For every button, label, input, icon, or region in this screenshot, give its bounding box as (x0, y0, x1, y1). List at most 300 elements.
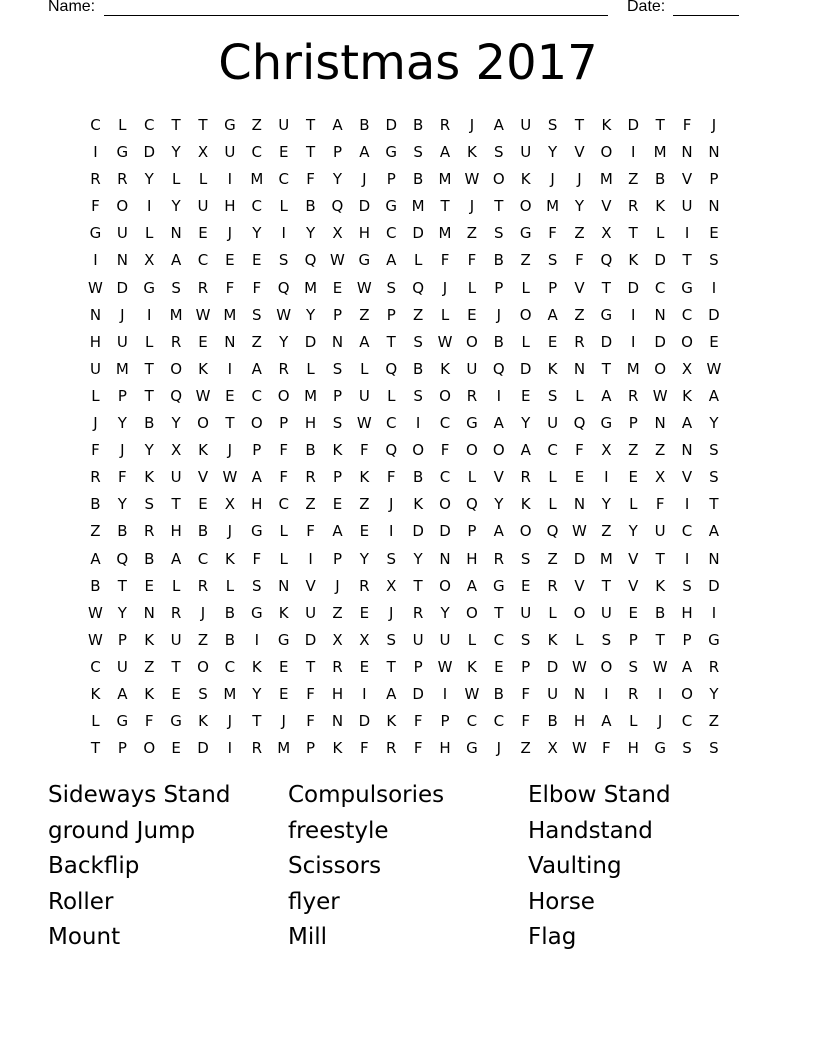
grid-letter[interactable]: S (252, 305, 262, 324)
grid-letter[interactable]: M (599, 549, 613, 568)
grid-letter[interactable]: U (466, 359, 478, 378)
grid-letter[interactable]: J (227, 224, 233, 243)
grid-letter[interactable]: H (573, 712, 586, 731)
grid-letter[interactable]: A (681, 657, 693, 676)
grid-letter[interactable]: A (359, 332, 370, 351)
grid-letter[interactable]: B (412, 116, 424, 134)
grid-letter[interactable]: D (143, 143, 155, 162)
grid-letter[interactable]: L (655, 224, 665, 243)
grid-letter[interactable]: W (464, 170, 480, 189)
grid-letter[interactable]: B (90, 495, 101, 514)
grid-letter[interactable]: A (466, 576, 478, 595)
grid-letter[interactable]: B (197, 522, 209, 541)
grid-letter[interactable]: F (413, 712, 423, 731)
grid-letter[interactable]: J (496, 305, 502, 324)
grid-letter[interactable]: Y (601, 495, 611, 514)
grid-letter[interactable]: I (389, 522, 394, 541)
grid-letter[interactable]: E (520, 386, 531, 405)
grid-letter[interactable]: Y (628, 522, 638, 541)
grid-letter[interactable]: L (575, 630, 584, 649)
grid-letter[interactable]: N (116, 251, 128, 270)
grid-letter[interactable]: S (494, 224, 504, 243)
grid-letter[interactable]: U (681, 197, 693, 216)
grid-letter[interactable]: V (628, 549, 639, 568)
grid-letter[interactable]: Z (520, 251, 531, 270)
grid-letter[interactable]: G (600, 414, 613, 433)
grid-letter[interactable]: S (709, 739, 719, 758)
grid-letter[interactable]: D (573, 549, 586, 568)
grid-letter[interactable]: H (251, 495, 263, 514)
grid-letter[interactable]: J (389, 603, 394, 622)
grid-letter[interactable]: R (90, 170, 101, 189)
grid-letter[interactable]: A (547, 305, 558, 324)
grid-letter[interactable]: E (494, 657, 504, 676)
grid-letter[interactable]: B (547, 712, 558, 731)
grid-letter[interactable]: E (225, 251, 235, 270)
grid-letter[interactable]: D (627, 278, 640, 297)
grid-letter[interactable]: T (305, 657, 316, 676)
grid-letter[interactable]: K (466, 143, 477, 162)
grid-letter[interactable]: X (601, 224, 612, 243)
grid-letter[interactable]: E (467, 305, 477, 324)
grid-letter[interactable]: P (494, 278, 504, 297)
grid-letter[interactable]: D (304, 630, 317, 649)
grid-letter[interactable]: P (440, 712, 450, 731)
grid-letter[interactable]: A (493, 116, 504, 134)
grid-letter[interactable]: G (681, 278, 693, 297)
grid-letter[interactable]: G (116, 712, 129, 731)
grid-letter[interactable]: S (278, 251, 289, 270)
grid-letter[interactable]: A (681, 414, 693, 433)
grid-letter[interactable]: J (227, 712, 233, 731)
grid-letter[interactable]: H (466, 549, 478, 568)
grid-letter[interactable]: X (359, 630, 370, 649)
grid-letter[interactable]: F (360, 441, 369, 460)
grid-letter[interactable]: D (627, 116, 640, 134)
grid-letter[interactable]: Z (708, 712, 720, 731)
grid-letter[interactable]: I (362, 684, 367, 703)
grid-letter[interactable]: E (628, 603, 638, 622)
grid-letter[interactable]: T (682, 251, 692, 270)
grid-letter[interactable]: E (144, 576, 154, 595)
grid-letter[interactable]: P (332, 386, 342, 405)
grid-letter[interactable]: R (493, 549, 505, 568)
grid-letter[interactable]: R (170, 603, 182, 622)
grid-letter[interactable]: Z (412, 305, 424, 324)
grid-letter[interactable]: G (654, 739, 666, 758)
grid-letter[interactable]: K (547, 630, 558, 649)
grid-letter[interactable]: C (224, 657, 236, 676)
grid-letter[interactable]: R (359, 576, 370, 595)
grid-letter[interactable]: L (548, 603, 557, 622)
grid-letter[interactable]: I (227, 359, 233, 378)
grid-letter[interactable]: P (521, 657, 531, 676)
grid-letter[interactable]: I (147, 197, 152, 216)
grid-letter[interactable]: O (519, 522, 532, 541)
grid-letter[interactable]: B (359, 116, 370, 134)
grid-letter[interactable]: F (306, 684, 315, 703)
grid-letter[interactable]: D (385, 116, 398, 134)
grid-letter[interactable]: Q (277, 278, 290, 297)
grid-letter[interactable]: J (711, 116, 717, 134)
grid-letter[interactable]: T (628, 224, 638, 243)
grid-letter[interactable]: Y (709, 684, 719, 703)
grid-letter[interactable]: O (277, 386, 290, 405)
grid-letter[interactable]: R (628, 386, 639, 405)
grid-letter[interactable]: O (573, 603, 586, 622)
grid-letter[interactable]: M (438, 170, 452, 189)
grid-letter[interactable]: G (385, 143, 398, 162)
grid-letter[interactable]: P (332, 143, 342, 162)
grid-letter[interactable]: L (467, 278, 477, 297)
grid-letter[interactable]: R (466, 386, 478, 405)
grid-letter[interactable]: D (546, 657, 559, 676)
grid-letter[interactable]: S (144, 495, 154, 514)
grid-letter[interactable]: W (356, 414, 372, 433)
grid-letter[interactable]: J (657, 712, 663, 731)
grid-letter[interactable]: V (681, 170, 693, 189)
grid-letter[interactable]: G (116, 143, 129, 162)
grid-letter[interactable]: F (413, 739, 423, 758)
grid-letter[interactable]: Q (116, 549, 129, 568)
grid-letter[interactable]: P (628, 630, 638, 649)
grid-letter[interactable]: T (144, 386, 154, 405)
grid-letter[interactable]: L (521, 332, 530, 351)
grid-letter[interactable]: S (332, 414, 343, 433)
grid-letter[interactable]: H (439, 739, 451, 758)
grid-letter[interactable]: K (520, 495, 531, 514)
grid-letter[interactable]: J (281, 712, 286, 731)
grid-letter[interactable]: U (412, 630, 424, 649)
grid-letter[interactable]: A (359, 143, 370, 162)
grid-letter[interactable]: X (332, 224, 343, 243)
grid-letter[interactable]: W (276, 305, 292, 324)
grid-letter[interactable]: I (631, 305, 636, 324)
grid-letter[interactable]: S (709, 468, 719, 487)
grid-letter[interactable]: Y (171, 143, 181, 162)
grid-letter[interactable]: Q (385, 441, 398, 460)
grid-letter[interactable]: F (91, 441, 100, 460)
grid-letter[interactable]: N (224, 332, 236, 351)
grid-letter[interactable]: Y (144, 170, 154, 189)
grid-letter[interactable]: T (655, 116, 665, 134)
grid-letter[interactable]: A (493, 414, 504, 433)
grid-letter[interactable]: E (332, 278, 343, 297)
grid-letter[interactable]: M (223, 684, 237, 703)
grid-letter[interactable]: W (437, 332, 453, 351)
grid-letter[interactable]: Y (305, 224, 316, 243)
grid-letter[interactable]: K (90, 684, 101, 703)
grid-letter[interactable]: E (278, 143, 289, 162)
grid-letter[interactable]: C (90, 657, 101, 676)
grid-letter[interactable]: S (413, 386, 423, 405)
grid-letter[interactable]: T (413, 576, 423, 595)
grid-letter[interactable]: B (117, 522, 128, 541)
grid-letter[interactable]: L (467, 468, 477, 487)
grid-letter[interactable]: G (358, 251, 371, 270)
grid-letter[interactable]: P (306, 739, 316, 758)
grid-letter[interactable]: T (494, 603, 504, 622)
grid-letter[interactable]: N (278, 576, 290, 595)
grid-letter[interactable]: P (117, 739, 127, 758)
grid-letter[interactable]: O (439, 495, 451, 514)
grid-letter[interactable]: E (359, 522, 370, 541)
grid-letter[interactable]: F (279, 441, 288, 460)
grid-letter[interactable]: I (415, 414, 421, 433)
grid-letter[interactable]: N (681, 441, 693, 460)
grid-letter[interactable]: Q (412, 278, 425, 297)
grid-letter[interactable]: T (601, 359, 611, 378)
grid-letter[interactable]: J (120, 305, 125, 324)
grid-letter[interactable]: A (117, 684, 128, 703)
grid-letter[interactable]: C (681, 522, 693, 541)
grid-letter[interactable]: D (519, 359, 532, 378)
grid-letter[interactable]: F (575, 251, 584, 270)
grid-letter[interactable]: P (117, 386, 127, 405)
grid-letter[interactable]: N (708, 197, 720, 216)
grid-letter[interactable]: Y (117, 414, 127, 433)
grid-letter[interactable]: I (308, 549, 313, 568)
grid-letter[interactable]: F (306, 522, 315, 541)
grid-letter[interactable]: U (520, 143, 532, 162)
grid-letter[interactable]: O (681, 684, 693, 703)
grid-letter[interactable]: E (198, 495, 208, 514)
grid-letter[interactable]: U (224, 143, 236, 162)
grid-letter[interactable]: X (144, 251, 155, 270)
grid-letter[interactable]: A (708, 386, 720, 405)
grid-letter[interactable]: M (169, 305, 183, 324)
grid-letter[interactable]: T (90, 739, 101, 758)
grid-letter[interactable]: R (90, 468, 101, 487)
grid-letter[interactable]: O (466, 441, 478, 460)
grid-letter[interactable]: W (652, 657, 668, 676)
grid-letter[interactable]: C (90, 116, 101, 134)
grid-letter[interactable]: F (306, 170, 315, 189)
grid-letter[interactable]: F (602, 739, 611, 758)
grid-letter[interactable]: G (250, 603, 263, 622)
grid-letter[interactable]: W (356, 278, 372, 297)
grid-letter[interactable]: R (520, 468, 531, 487)
grid-letter[interactable]: U (116, 332, 128, 351)
grid-letter[interactable]: L (413, 251, 423, 270)
grid-letter[interactable]: K (251, 657, 262, 676)
grid-letter[interactable]: C (197, 251, 209, 270)
grid-letter[interactable]: A (708, 522, 720, 541)
grid-letter[interactable]: M (411, 197, 425, 216)
grid-letter[interactable]: I (93, 143, 98, 162)
grid-letter[interactable]: C (143, 116, 155, 134)
grid-letter[interactable]: E (359, 603, 370, 622)
grid-letter[interactable]: P (682, 630, 692, 649)
grid-letter[interactable]: O (519, 197, 532, 216)
grid-letter[interactable]: S (332, 359, 343, 378)
grid-letter[interactable]: U (600, 603, 612, 622)
grid-letter[interactable]: R (278, 359, 289, 378)
grid-letter[interactable]: Z (144, 657, 155, 676)
grid-letter[interactable]: E (198, 332, 208, 351)
name-line[interactable] (104, 15, 608, 16)
grid-letter[interactable]: W (195, 386, 211, 405)
grid-letter[interactable]: S (386, 549, 396, 568)
grid-letter[interactable]: X (681, 359, 693, 378)
grid-letter[interactable]: C (681, 712, 693, 731)
grid-letter[interactable]: T (574, 116, 585, 134)
grid-letter[interactable]: O (492, 170, 505, 189)
grid-letter[interactable]: N (654, 305, 666, 324)
grid-letter[interactable]: T (171, 657, 181, 676)
grid-letter[interactable]: I (496, 386, 502, 405)
grid-letter[interactable]: L (387, 386, 396, 405)
grid-letter[interactable]: O (143, 739, 156, 758)
grid-letter[interactable]: E (225, 386, 235, 405)
grid-letter[interactable]: T (117, 576, 127, 595)
grid-letter[interactable]: G (519, 224, 532, 243)
grid-letter[interactable]: S (547, 386, 558, 405)
grid-letter[interactable]: E (171, 684, 181, 703)
grid-letter[interactable]: D (412, 224, 424, 243)
grid-letter[interactable]: O (681, 332, 693, 351)
grid-letter[interactable]: S (520, 549, 531, 568)
grid-letter[interactable]: C (251, 197, 263, 216)
grid-letter[interactable]: A (251, 359, 262, 378)
grid-letter[interactable]: W (652, 386, 668, 405)
grid-letter[interactable]: S (198, 684, 208, 703)
grid-letter[interactable]: T (655, 630, 665, 649)
grid-letter[interactable]: D (116, 278, 129, 297)
grid-letter[interactable]: T (655, 549, 665, 568)
grid-letter[interactable]: T (225, 414, 235, 433)
grid-letter[interactable]: U (116, 657, 128, 676)
grid-letter[interactable]: T (709, 495, 719, 514)
grid-letter[interactable]: I (227, 739, 233, 758)
grid-letter[interactable]: D (708, 305, 720, 324)
grid-letter[interactable]: G (170, 712, 182, 731)
grid-letter[interactable]: F (91, 197, 100, 216)
grid-letter[interactable]: L (279, 197, 288, 216)
grid-letter[interactable]: N (573, 495, 586, 514)
grid-letter[interactable]: Q (304, 251, 317, 270)
grid-letter[interactable]: K (386, 712, 397, 731)
grid-letter[interactable]: R (170, 332, 182, 351)
grid-letter[interactable]: T (144, 359, 154, 378)
grid-letter[interactable]: F (279, 468, 288, 487)
grid-letter[interactable]: N (89, 305, 102, 324)
grid-letter[interactable]: M (546, 197, 560, 216)
grid-letter[interactable]: O (600, 657, 613, 676)
grid-letter[interactable]: D (708, 576, 720, 595)
grid-letter[interactable]: P (332, 305, 342, 324)
grid-letter[interactable]: A (170, 251, 182, 270)
grid-letter[interactable]: Q (385, 359, 398, 378)
grid-letter[interactable]: W (437, 657, 453, 676)
grid-letter[interactable]: D (654, 332, 666, 351)
grid-letter[interactable]: T (171, 495, 181, 514)
grid-letter[interactable]: L (467, 630, 477, 649)
grid-letter[interactable]: S (709, 441, 719, 460)
grid-letter[interactable]: O (439, 386, 451, 405)
grid-letter[interactable]: U (116, 224, 128, 243)
grid-letter[interactable]: K (682, 386, 692, 405)
grid-letter[interactable]: Z (251, 116, 262, 134)
grid-letter[interactable]: L (91, 712, 100, 731)
grid-letter[interactable]: I (631, 332, 636, 351)
grid-letter[interactable]: Y (305, 305, 316, 324)
grid-letter[interactable]: N (143, 603, 155, 622)
grid-letter[interactable]: P (252, 441, 262, 460)
grid-letter[interactable]: E (171, 739, 181, 758)
grid-letter[interactable]: C (654, 278, 666, 297)
grid-letter[interactable]: R (386, 739, 397, 758)
grid-letter[interactable]: O (412, 441, 425, 460)
grid-letter[interactable]: X (547, 739, 558, 758)
grid-letter[interactable]: U (439, 630, 451, 649)
grid-letter[interactable]: L (145, 332, 154, 351)
date-line[interactable] (673, 15, 739, 16)
grid-letter[interactable]: U (547, 414, 559, 433)
grid-letter[interactable]: C (278, 170, 289, 189)
grid-letter[interactable]: P (279, 414, 289, 433)
grid-letter[interactable]: K (332, 441, 343, 460)
grid-letter[interactable]: I (604, 684, 609, 703)
grid-letter[interactable]: L (440, 305, 450, 324)
grid-letter[interactable]: T (601, 278, 611, 297)
grid-letter[interactable]: I (657, 684, 663, 703)
grid-letter[interactable]: R (439, 116, 451, 134)
grid-letter[interactable]: K (601, 116, 612, 134)
grid-letter[interactable]: Z (466, 224, 478, 243)
grid-letter[interactable]: A (601, 712, 612, 731)
grid-letter[interactable]: M (115, 359, 129, 378)
grid-letter[interactable]: D (439, 522, 451, 541)
grid-letter[interactable]: H (627, 739, 639, 758)
grid-letter[interactable]: S (682, 739, 692, 758)
grid-letter[interactable]: W (88, 278, 103, 297)
grid-letter[interactable]: F (548, 224, 557, 243)
grid-letter[interactable]: K (520, 170, 531, 189)
grid-letter[interactable]: A (170, 549, 182, 568)
grid-letter[interactable]: O (197, 414, 209, 433)
grid-letter[interactable]: Y (117, 603, 127, 622)
grid-letter[interactable]: I (604, 468, 609, 487)
grid-letter[interactable]: R (547, 576, 558, 595)
grid-letter[interactable]: R (197, 576, 209, 595)
grid-letter[interactable]: R (305, 468, 316, 487)
grid-letter[interactable]: O (492, 441, 505, 460)
grid-letter[interactable]: S (709, 251, 719, 270)
grid-letter[interactable]: E (547, 332, 558, 351)
grid-letter[interactable]: E (198, 224, 208, 243)
grid-letter[interactable]: R (144, 522, 155, 541)
grid-letter[interactable]: B (224, 603, 236, 622)
grid-letter[interactable]: D (304, 332, 317, 351)
grid-letter[interactable]: B (412, 468, 424, 487)
grid-letter[interactable]: Z (628, 441, 639, 460)
grid-letter[interactable]: P (117, 630, 127, 649)
grid-letter[interactable]: K (440, 359, 450, 378)
grid-letter[interactable]: N (331, 332, 344, 351)
grid-letter[interactable]: C (439, 414, 451, 433)
grid-letter[interactable]: A (332, 116, 343, 134)
grid-letter[interactable]: P (467, 522, 477, 541)
grid-letter[interactable]: K (655, 576, 666, 595)
grid-letter[interactable]: K (359, 468, 370, 487)
grid-letter[interactable]: K (547, 359, 558, 378)
grid-letter[interactable]: G (492, 576, 505, 595)
grid-letter[interactable]: D (654, 251, 666, 270)
grid-letter[interactable]: W (195, 305, 211, 324)
grid-letter[interactable]: V (681, 468, 693, 487)
grid-letter[interactable]: F (386, 468, 396, 487)
